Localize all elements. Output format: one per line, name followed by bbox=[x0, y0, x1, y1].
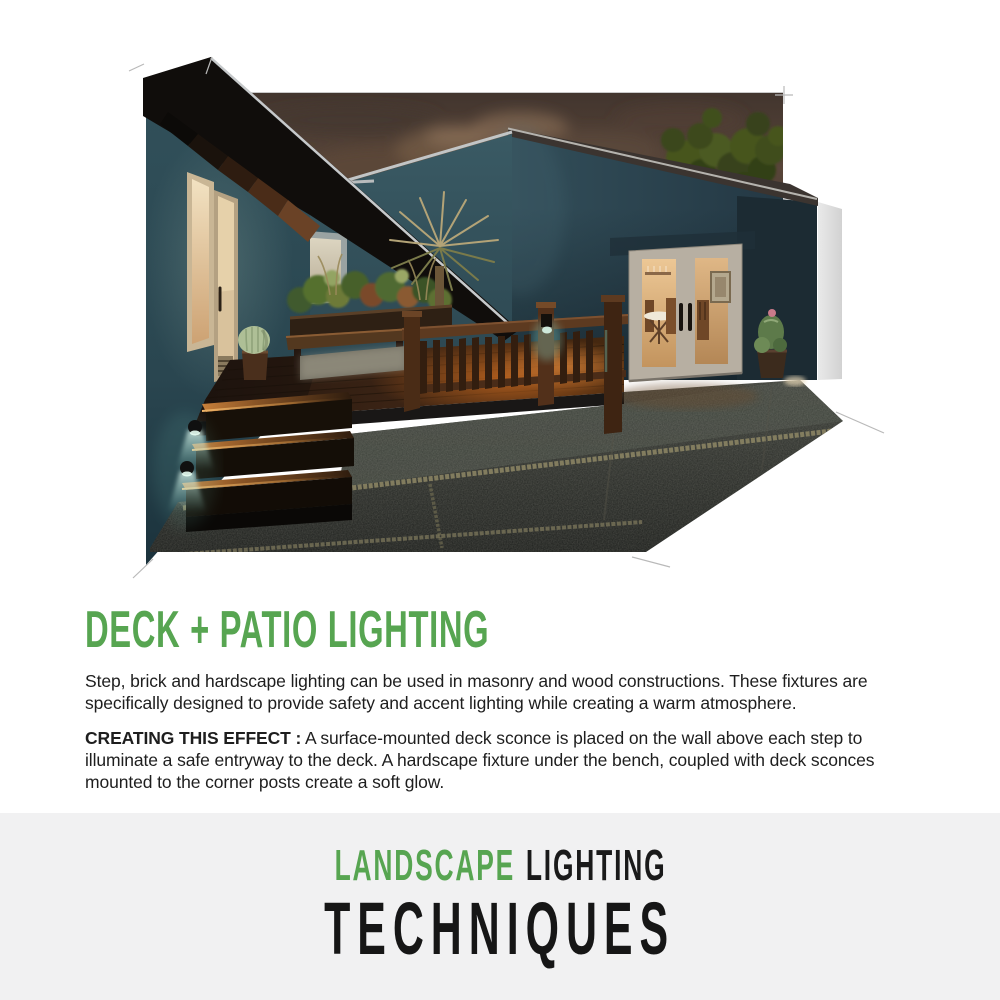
series-title: TECHNIQUES bbox=[324, 887, 676, 970]
cactus-flower bbox=[768, 309, 776, 317]
effect-paragraph: CREATING THIS EFFECT : A surface-mounted deck sconce is placed on the wall above each step to illuminate a safe entryway to the deck. A hardscape fixture under the bench, coupled with deck sconces mounted to the corner posts create a soft glow. bbox=[85, 728, 875, 792]
effect-label: CREATING THIS EFFECT : bbox=[85, 728, 302, 748]
left-glass-door bbox=[214, 190, 238, 382]
intro-paragraph: Step, brick and hardscape lighting can be used in masonry and wood constructions. These fixtures are specifically designed to provide safety and accent lighting while creating a warm atmosphere. bbox=[85, 671, 868, 713]
railing-post bbox=[601, 295, 625, 434]
door-handle bbox=[679, 303, 683, 331]
section-content bbox=[85, 601, 907, 806]
railing-post bbox=[402, 311, 422, 412]
door-handle bbox=[688, 303, 692, 331]
left-window-lit bbox=[187, 172, 214, 352]
post-sconce-icon bbox=[541, 314, 552, 327]
step-sconces bbox=[153, 412, 217, 528]
brand-word-lighting: LIGHTING bbox=[525, 841, 666, 890]
section-heading: DECK + PATIO LIGHTING bbox=[85, 601, 490, 659]
side-panel bbox=[818, 202, 842, 380]
brand-word-landscape: LANDSCAPE bbox=[334, 841, 515, 890]
brand-wordmark bbox=[0, 841, 1000, 890]
footer bbox=[0, 813, 1000, 1000]
